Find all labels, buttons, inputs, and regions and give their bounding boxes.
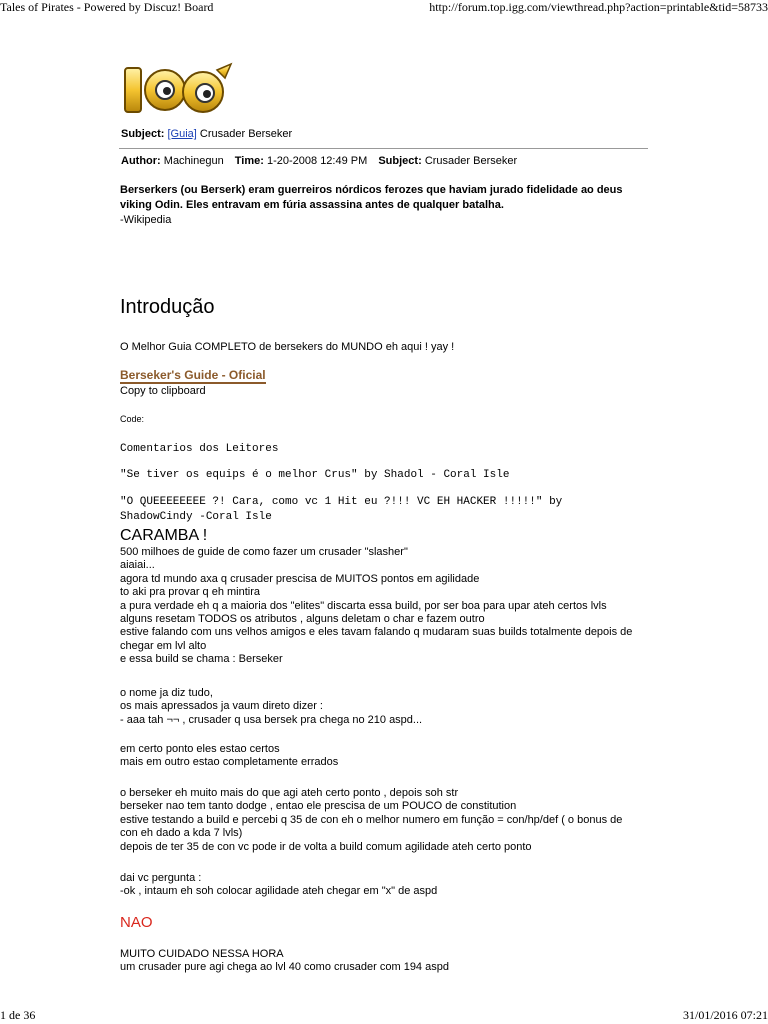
igg-logo (121, 60, 234, 116)
text-line: os mais apressados ja vaum direto dizer : (120, 700, 323, 713)
text-line: o nome ja diz tudo, (120, 687, 213, 699)
subject-label: Subject: (121, 128, 165, 140)
code-line-1: Comentarios dos Leitores (120, 443, 279, 455)
text-line: a pura verdade eh q a maioria dos "elites" discarta essa build, por ser boa para upar ateh certos lvls (120, 599, 607, 612)
subject-tag-link[interactable]: [Guia] (167, 128, 197, 140)
author-label: Author: (121, 155, 161, 167)
nao-heading: NAO (120, 914, 153, 931)
text-line: estive testando a build e percebi q 35 de con eh o melhor numero em função = con/hp/def ( o bonus de (120, 813, 623, 826)
text-line: con eh dado a kda 7 lvls) (120, 827, 243, 840)
print-header (0, 0, 768, 16)
text-line: 500 milhoes de guide de como fazer um crusader "slasher" (120, 546, 408, 558)
paragraph-1 (120, 546, 650, 667)
paragraph-4 (120, 787, 650, 854)
text-line: e essa build se chama : Berseker (120, 653, 283, 666)
caramba-heading: CARAMBA ! (120, 527, 208, 544)
paragraph-5 (120, 872, 650, 899)
post-time: 1-20-2008 12:49 PM (266, 155, 368, 167)
text-line: -ok , intaum eh soh colocar agilidade ateh chegar em "x" de aspd (120, 885, 438, 898)
text-line: em certo ponto eles estao certos (120, 743, 280, 755)
quote-source: -Wikipedia (120, 214, 172, 226)
print-datetime: 31/01/2016 07:21 (682, 1008, 768, 1022)
subject2-title: Crusader Berseker (424, 155, 518, 167)
text-line: berseker nao tem tanto dodge , entao ele prescisa de um POUCO de constitution (120, 800, 517, 813)
text-line: dai vc pergunta : (120, 872, 202, 884)
text-line: um crusader pure agi chega ao lvl 40 como crusader com 194 aspd (120, 961, 449, 974)
print-footer (0, 1008, 768, 1024)
subject-title: Crusader Berseker (199, 128, 293, 140)
page-number: 1 de 36 (0, 1008, 36, 1022)
text-line: alguns resetam TODOS os atributos , alguns deletam o char e fazem outro (120, 613, 485, 626)
time-label: Time: (234, 155, 264, 167)
text-line: aiaiai... (120, 559, 155, 572)
code-line-3: "O QUEEEEEEEE ?! Cara, como vc 1 Hit eu ?!!! VC EH HACKER !!!!!" by (120, 496, 563, 508)
subject-line (121, 128, 292, 140)
text-line: agora td mundo axa q crusader prescisa de MUITOS pontos em agilidade (120, 572, 480, 585)
subject2-label: Subject: (378, 155, 422, 167)
divider (119, 148, 648, 149)
paragraph-2 (120, 687, 650, 727)
text-line: MUITO CUIDADO NESSA HORA (120, 948, 284, 960)
paragraph-3 (120, 743, 650, 770)
section-heading-introducao: Introdução (120, 296, 215, 318)
author-name: Machinegun (163, 155, 224, 167)
print-header-url: http://forum.top.igg.com/viewthread.php?action=printable&tid=58733 (429, 0, 768, 14)
text-line: chegar em lvl alto (120, 639, 207, 652)
post-meta (121, 155, 525, 167)
code-label: Code: (120, 414, 145, 424)
copy-to-clipboard-link[interactable]: Copy to clipboard (120, 385, 206, 397)
code-line-2: "Se tiver os equips é o melhor Crus" by Shadol - Coral Isle (120, 469, 510, 481)
text-line: mais em outro estao completamente errados (120, 756, 339, 769)
intro-quote: Berserkers (ou Berserk) eram guerreiros nórdicos ferozes que haviam jurado fidelidade ao deus viking Odin. Eles entravam em fúria assassina antes de qualquer batalha. (120, 184, 623, 211)
text-line: - aaa tah ¬¬ , crusader q usa bersek pra chega no 210 aspd... (120, 713, 423, 726)
text-line: to aki pra provar q eh mintira (120, 586, 261, 599)
print-header-title: Tales of Pirates - Powered by Discuz! Board (0, 0, 214, 14)
text-line: estive falando com uns velhos amigos e eles tavam falando q mudaram suas builds totalmente depois de (120, 626, 633, 639)
intro-paragraph: O Melhor Guia COMPLETO de bersekers do MUNDO eh aqui ! yay ! (120, 341, 455, 353)
code-line-4: ShadowCindy -Coral Isle (120, 511, 272, 523)
text-line: depois de ter 35 de con vc pode ir de volta a build comum agilidade ateh certo ponto (120, 840, 532, 853)
text-line: o berseker eh muito mais do que agi ateh certo ponto , depois soh str (120, 787, 459, 799)
paragraph-6 (120, 948, 650, 975)
guide-link[interactable]: Berseker's Guide - Oficial (120, 368, 266, 382)
